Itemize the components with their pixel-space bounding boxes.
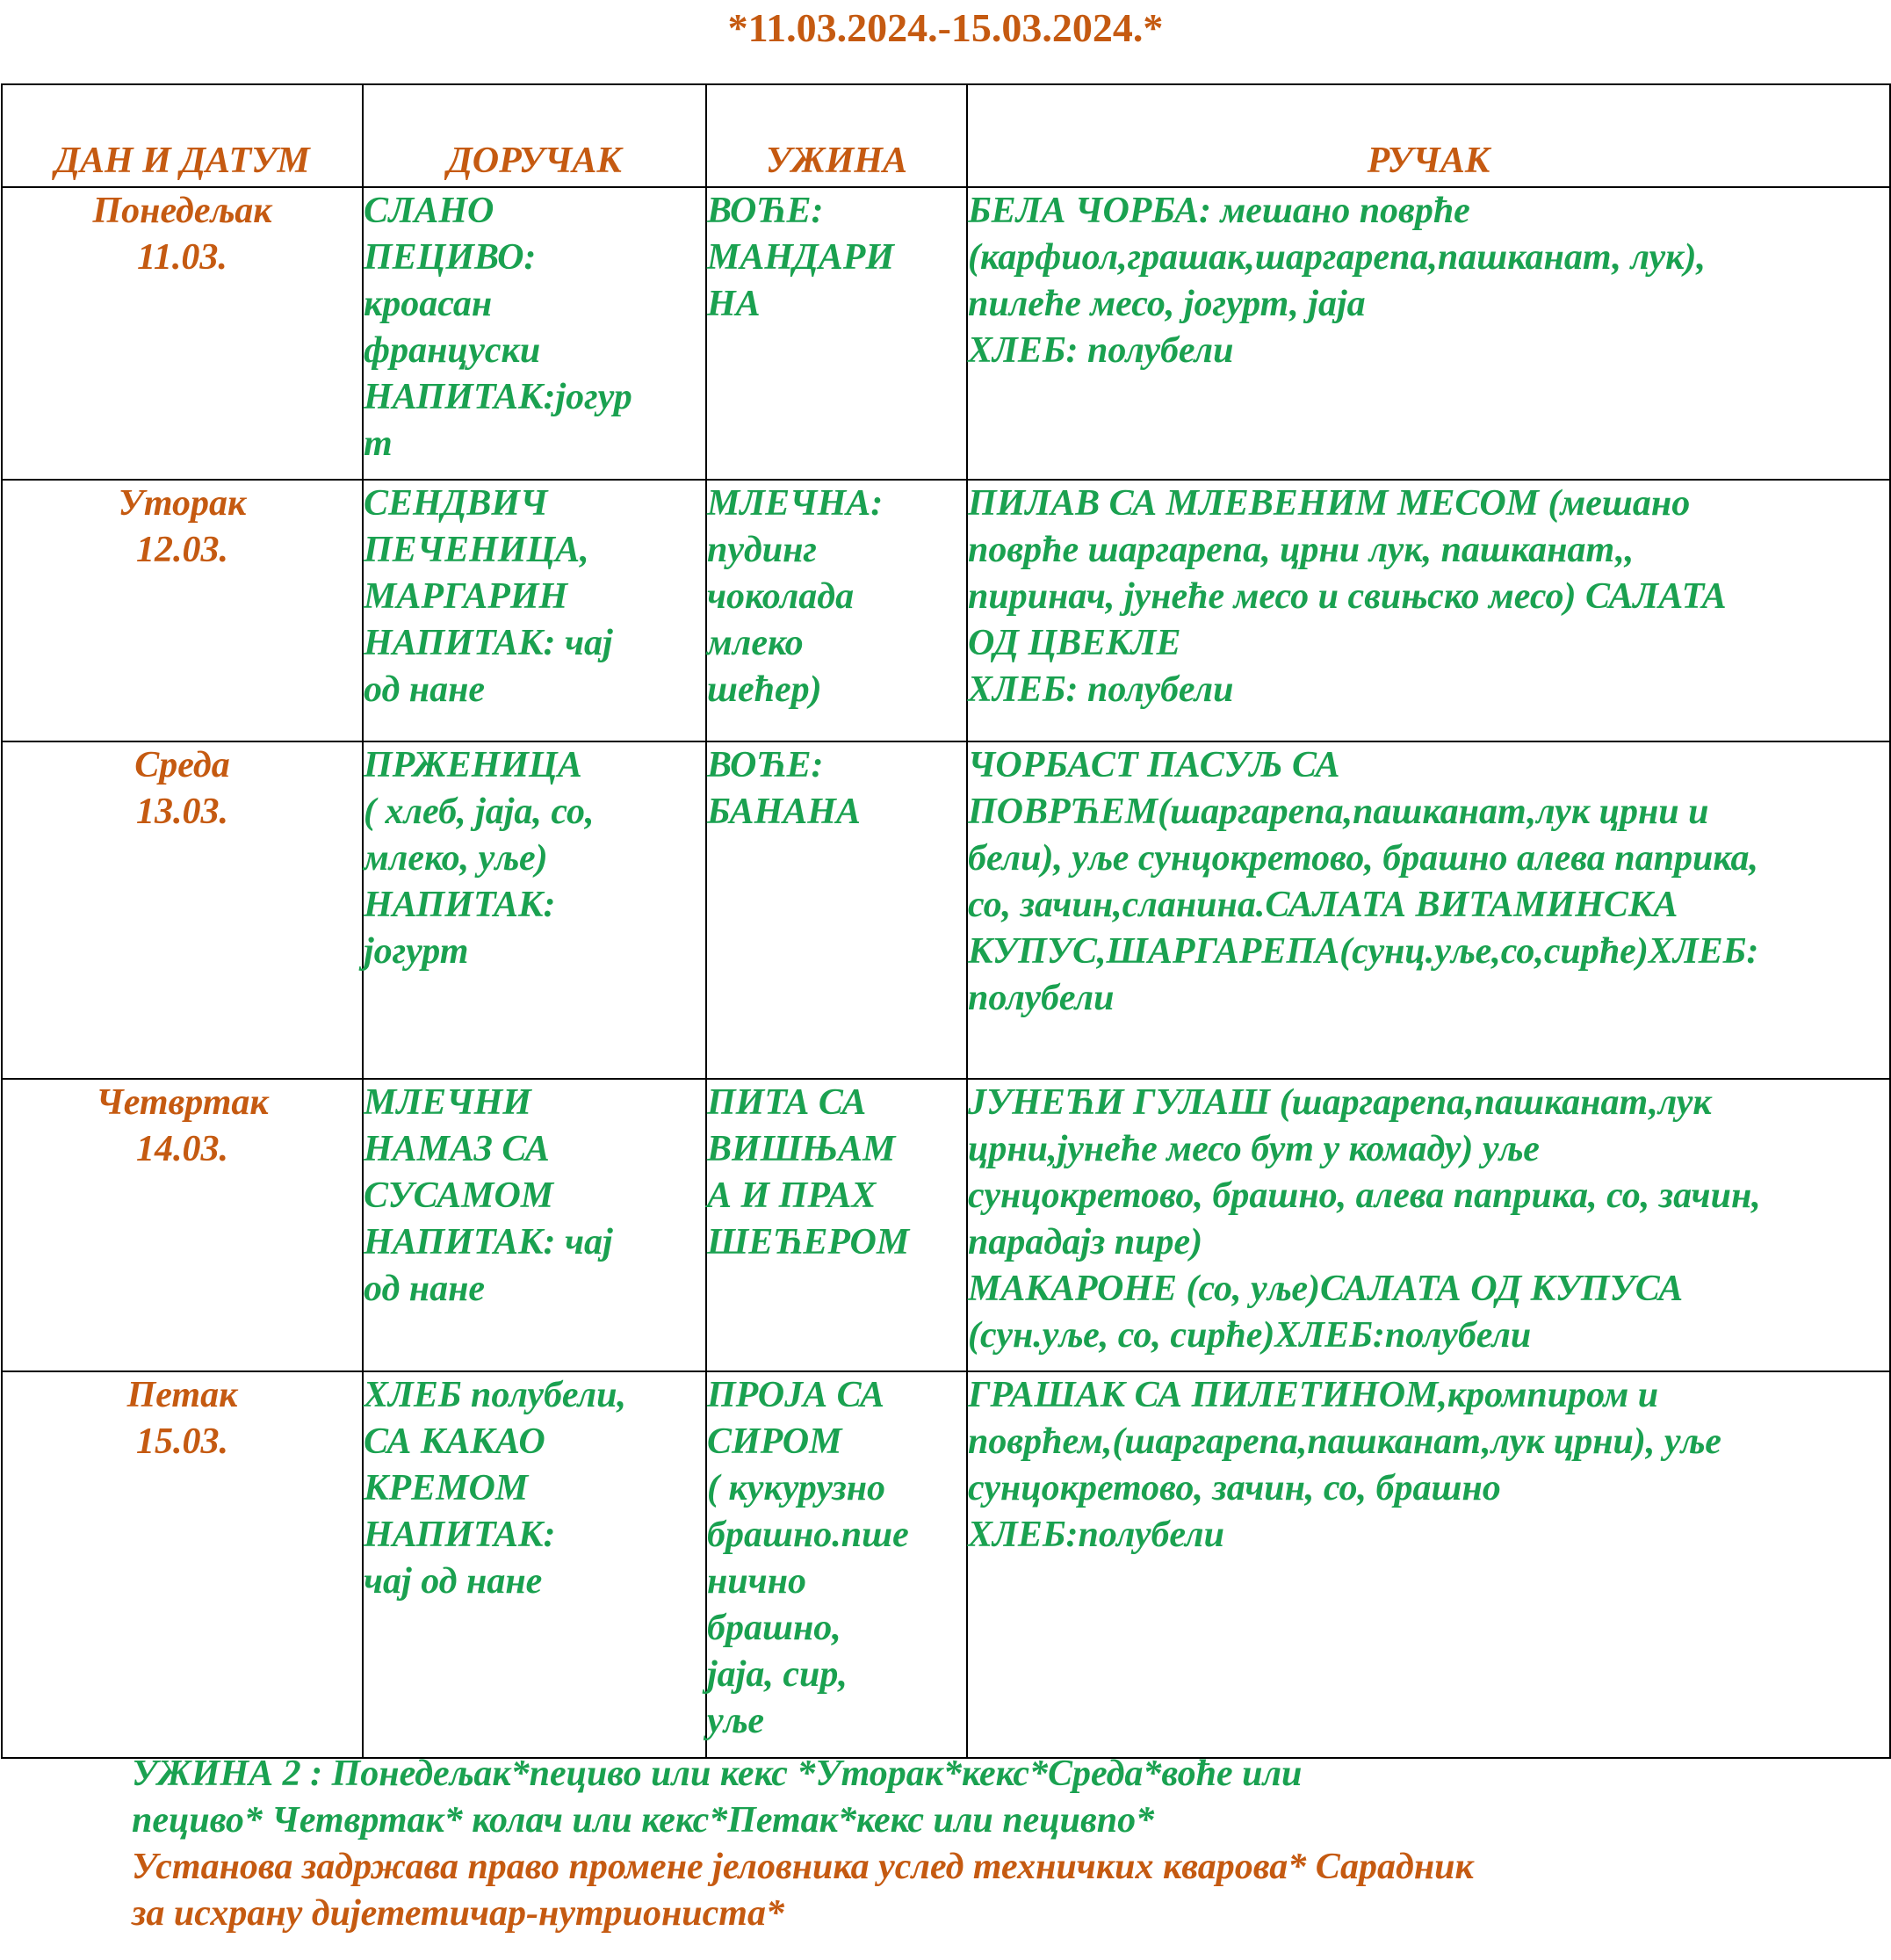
table-row <box>2 480 1890 741</box>
header-breakfast: ДОРУЧАК <box>363 84 706 187</box>
table-row <box>2 1079 1890 1371</box>
header-day-date: ДАН И ДАТУМ <box>2 84 363 187</box>
table-row <box>2 1371 1890 1758</box>
cell-lunch: ГРАШАК СА ПИЛЕТИНОМ,кромпиром и поврћем,(шаргарепа,пашканат,лук црни), уље сунцокретово, зачин, со, брашно ХЛЕБ:полубели <box>967 1371 1890 1758</box>
page-title: *11.03.2024.-15.03.2024.* <box>727 5 1164 50</box>
cell-snack: ПРОЈА СА СИРОМ ( кукурузно брашно.пше нично брашно, јаја, сир, уље <box>706 1371 967 1758</box>
cell-lunch: БЕЛА ЧОРБА: мешано поврће (карфиол,грашак,шаргарепа,пашканат, лук), пилеће месо, јогурт, јаја ХЛЕБ: полубели <box>967 187 1890 480</box>
cell-lunch: ЈУНЕЋИ ГУЛАШ (шаргарепа,пашканат,лук црни,јунеће месо бут у комаду) уље сунцокретово, брашно, алева паприка, со, зачин, парадајз пире) МАКАРОНЕ (со, уље)САЛАТА ОД КУПУСА (сун.уље, со, сирће)ХЛЕБ:полубели <box>967 1079 1890 1371</box>
cell-breakfast: МЛЕЧНИ НАМАЗ СА СУСАМОМ НАПИТАК: чај од нане <box>363 1079 706 1371</box>
cell-day: Среда 13.03. <box>2 741 363 1079</box>
cell-breakfast: ХЛЕБ полубели, СА КАКАО КРЕМОМ НАПИТАК: чај од нане <box>363 1371 706 1758</box>
cell-breakfast: СЛАНО ПЕЦИВО: кроасан француски НАПИТАК:јогур т <box>363 187 706 480</box>
header-lunch: РУЧАК <box>967 84 1890 187</box>
table-header-row <box>2 84 1890 187</box>
cell-day: Понедељак 11.03. <box>2 187 363 480</box>
table-row <box>2 187 1890 480</box>
cell-breakfast: ПРЖЕНИЦА ( хлеб, јаја, со, млеко, уље) НАПИТАК: јогурт <box>363 741 706 1079</box>
cell-snack: ВОЋЕ: БАНАНА <box>706 741 967 1079</box>
disclaimer-note: Установа задржава право промене јеловника услед техничких кварова* Сарадник за исхрану дијететичар-нутриониста* <box>132 1847 1474 1934</box>
cell-day: Четвртак 14.03. <box>2 1079 363 1371</box>
footer-notes <box>132 1751 1801 1937</box>
snack-2-note: УЖИНА 2 : Понедељак*пециво или кекс *Уторак*кекс*Среда*воће или пециво* Четвртак* колач или кекс*Петак*кекс или пецивпо* <box>132 1754 1303 1841</box>
table-row <box>2 741 1890 1079</box>
cell-lunch: ПИЛАВ СА МЛЕВЕНИМ МЕСОМ (мешано поврће шаргарепа, црни лук, пашканат,, пиринач, јунеће месо и свињско месо) САЛАТА ОД ЦВЕКЛЕ ХЛЕБ: полубели <box>967 480 1890 741</box>
header-snack: УЖИНА <box>706 84 967 187</box>
cell-lunch: ЧОРБАСТ ПАСУЉ СА ПОВРЋЕМ(шаргарепа,пашканат,лук црни и бели), уље сунцокретово, брашно алева паприка, со, зачин,сланина.САЛАТА ВИТАМИНСКА КУПУС,ШАРГАРЕПА(сунц.уље,со,сирће)ХЛЕБ: полубели <box>967 741 1890 1079</box>
menu-table <box>1 83 1891 1759</box>
cell-day: Уторак 12.03. <box>2 480 363 741</box>
cell-snack: МЛЕЧНА: пудинг чоколада млеко шећер) <box>706 480 967 741</box>
cell-breakfast: СЕНДВИЧ ПЕЧЕНИЦА, МАРГАРИН НАПИТАК: чај од нане <box>363 480 706 741</box>
cell-snack: ПИТА СА ВИШЊАМ А И ПРАХ ШЕЋЕРОМ <box>706 1079 967 1371</box>
cell-day: Петак 15.03. <box>2 1371 363 1758</box>
cell-snack: ВОЋЕ: МАНДАРИ НА <box>706 187 967 480</box>
